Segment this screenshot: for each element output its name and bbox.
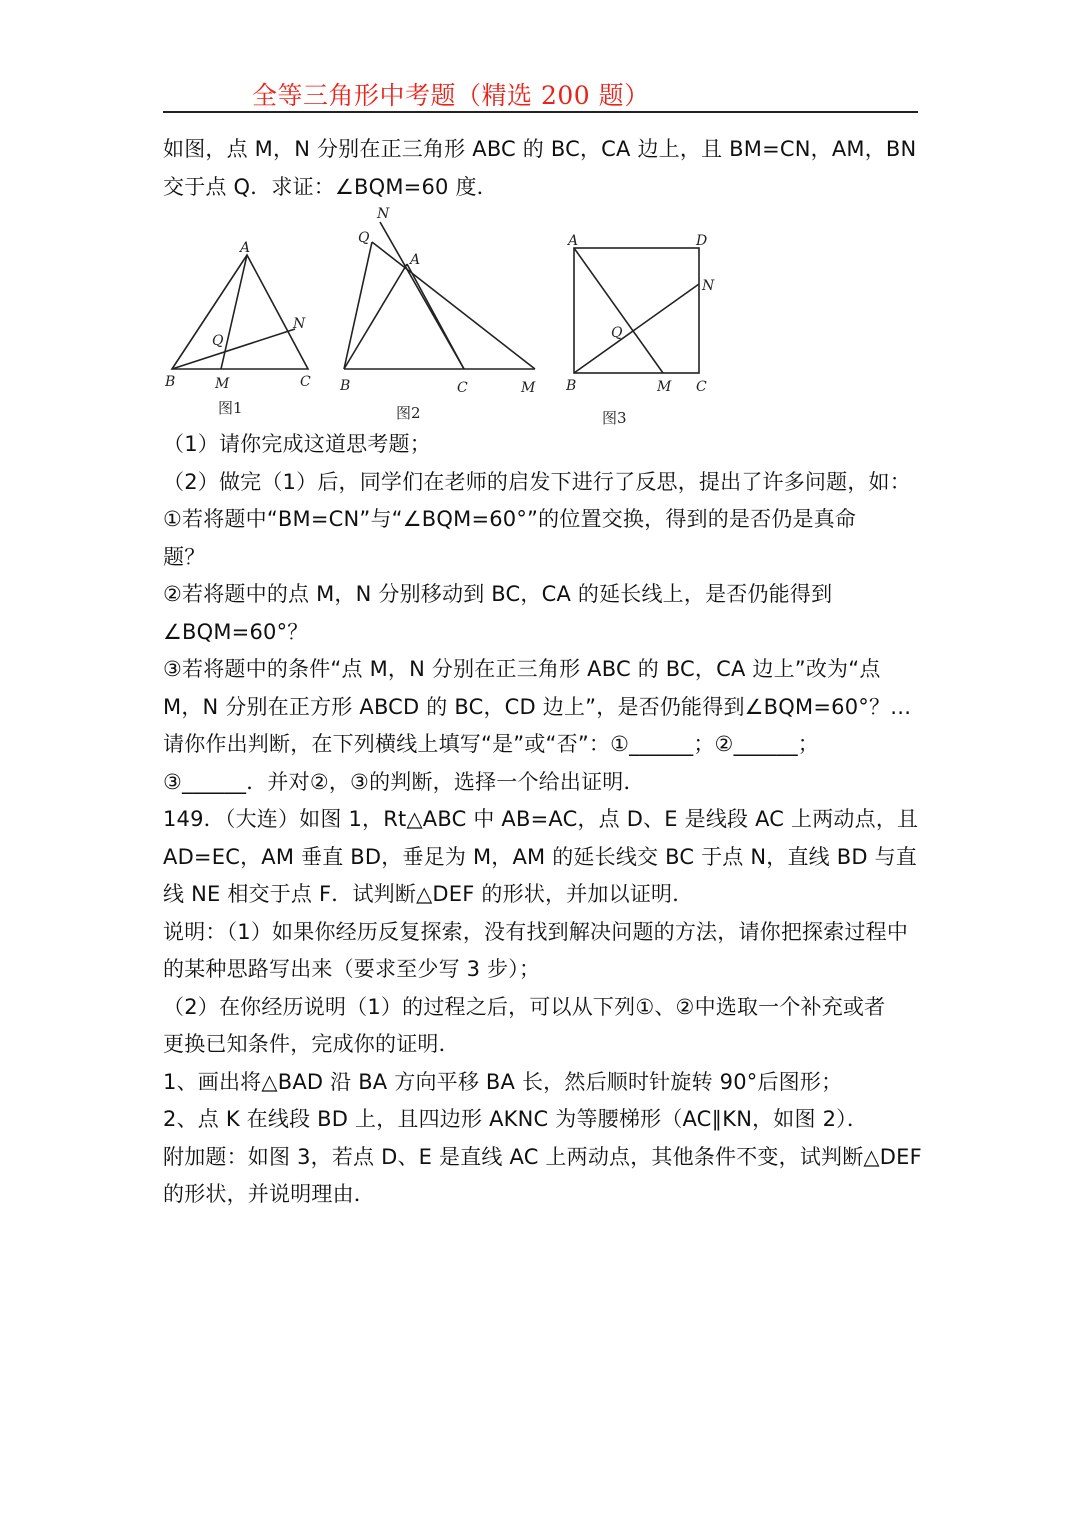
- label-b: B: [165, 374, 176, 390]
- segment-bn: [574, 284, 699, 373]
- text-line: 更换已知条件，完成你的证明．: [163, 1032, 460, 1056]
- figure-2-caption: 图2: [396, 404, 421, 422]
- text-line: （2）在你经历说明（1）的过程之后，可以从下列①、②中选取一个补充或者: [163, 994, 886, 1019]
- text-line: ②若将题中的点 M，N 分别移动到 BC，CA 的延长线上，是否仍能得到: [163, 582, 833, 606]
- intro-paragraph: [163, 131, 923, 206]
- text-line: （1）请你完成这道思考题；: [163, 432, 431, 456]
- text-line: 附加题：如图 3，若点 D、E 是直线 AC 上两动点，其他条件不变，试判断△DEF: [163, 1144, 922, 1169]
- label-m: M: [215, 376, 230, 392]
- label-b: B: [340, 378, 351, 394]
- label-q: Q: [611, 325, 623, 341]
- figure-2: [339, 206, 536, 422]
- text-line: 的某种思路写出来（要求至少写 3 步）；: [163, 957, 541, 981]
- segment-bn: [172, 329, 295, 369]
- label-n: N: [702, 278, 715, 294]
- label-m: M: [657, 379, 672, 395]
- label-a: A: [410, 252, 421, 268]
- text-line: 如图，点 M，N 分别在正三角形 ABC 的 BC，CA 边上，且 BM=CN，AM，BN: [163, 137, 917, 161]
- text-line: 说明：（1）如果你经历反复探索，没有找到解决问题的方法，请你把探索过程中: [163, 919, 909, 944]
- geometry-figures: [160, 204, 730, 428]
- figure-1-caption: 图1: [218, 399, 243, 417]
- label-n: N: [293, 316, 306, 332]
- figure-row: [160, 204, 730, 428]
- label-b: B: [566, 378, 577, 394]
- text-line: 线 NE 相交于点 F．试判断△DEF 的形状，并加以证明．: [163, 882, 694, 906]
- label-c: C: [300, 374, 311, 390]
- text-line: ③______．并对②，③的判断，选择一个给出证明．: [163, 769, 645, 794]
- question-body: [163, 426, 923, 1214]
- label-q: Q: [358, 230, 370, 246]
- text-line: ①若将题中“BM=CN”与“∠BQM=60°”的位置交换，得到的是否仍是真命: [163, 507, 857, 531]
- segment-bq: [344, 242, 372, 369]
- text-line: 2、点 K 在线段 BD 上，且四边形 AKNC 为等腰梯形（AC∥KN，如图 2）．: [163, 1107, 869, 1131]
- figure-3-caption: 图3: [602, 409, 627, 427]
- label-a: A: [568, 233, 579, 249]
- label-c: C: [696, 379, 707, 395]
- label-c: C: [457, 380, 468, 396]
- label-q: Q: [212, 333, 224, 349]
- page-header-title: 全等三角形中考题（精选 200 题）: [252, 81, 650, 110]
- label-n: N: [377, 206, 390, 222]
- text-line: AD=EC，AM 垂直 BD，垂足为 M，AM 的延长线交 BC 于点 N，直线 BD 与直: [163, 844, 917, 869]
- segment-nc: [380, 222, 464, 369]
- text-line: ∠BQM=60°？: [163, 619, 309, 644]
- label-d: D: [696, 233, 708, 249]
- text-line: 的形状，并说明理由．: [163, 1182, 375, 1206]
- figure-1: [164, 240, 311, 417]
- text-line: 149．（大连）如图 1，Rt△ABC 中 AB=AC，点 D、E 是线段 AC 上两动点，且: [163, 807, 919, 831]
- header-divider: [163, 111, 918, 113]
- text-line: 1、画出将△BAD 沿 BA 方向平移 BA 长，然后顺时针旋转 90°后图形；: [163, 1069, 843, 1094]
- label-a: A: [240, 240, 251, 256]
- triangle-abc: [172, 255, 308, 369]
- square-abcd: [574, 248, 699, 373]
- segment-am: [574, 248, 663, 373]
- segment-ba: [344, 264, 407, 369]
- text-line: ③若将题中的条件“点 M，N 分别在正三角形 ABC 的 BC，CA 边上”改为“点: [163, 657, 881, 681]
- label-m: M: [521, 380, 536, 396]
- text-line: 请你作出判断，在下列横线上填写“是”或“否”：①______；②______；: [163, 732, 819, 756]
- figure-3: [565, 233, 715, 427]
- text-line: M，N 分别在正方形 ABCD 的 BC，CD 边上”，是否仍能得到∠BQM=60°？…: [163, 694, 912, 719]
- text-line: 题？: [163, 544, 206, 569]
- text-line: 交于点 Q．求证：∠BQM=60 度．: [163, 174, 498, 199]
- text-line: （2）做完（1）后，同学们在老师的启发下进行了反思，提出了许多问题，如：: [163, 469, 911, 494]
